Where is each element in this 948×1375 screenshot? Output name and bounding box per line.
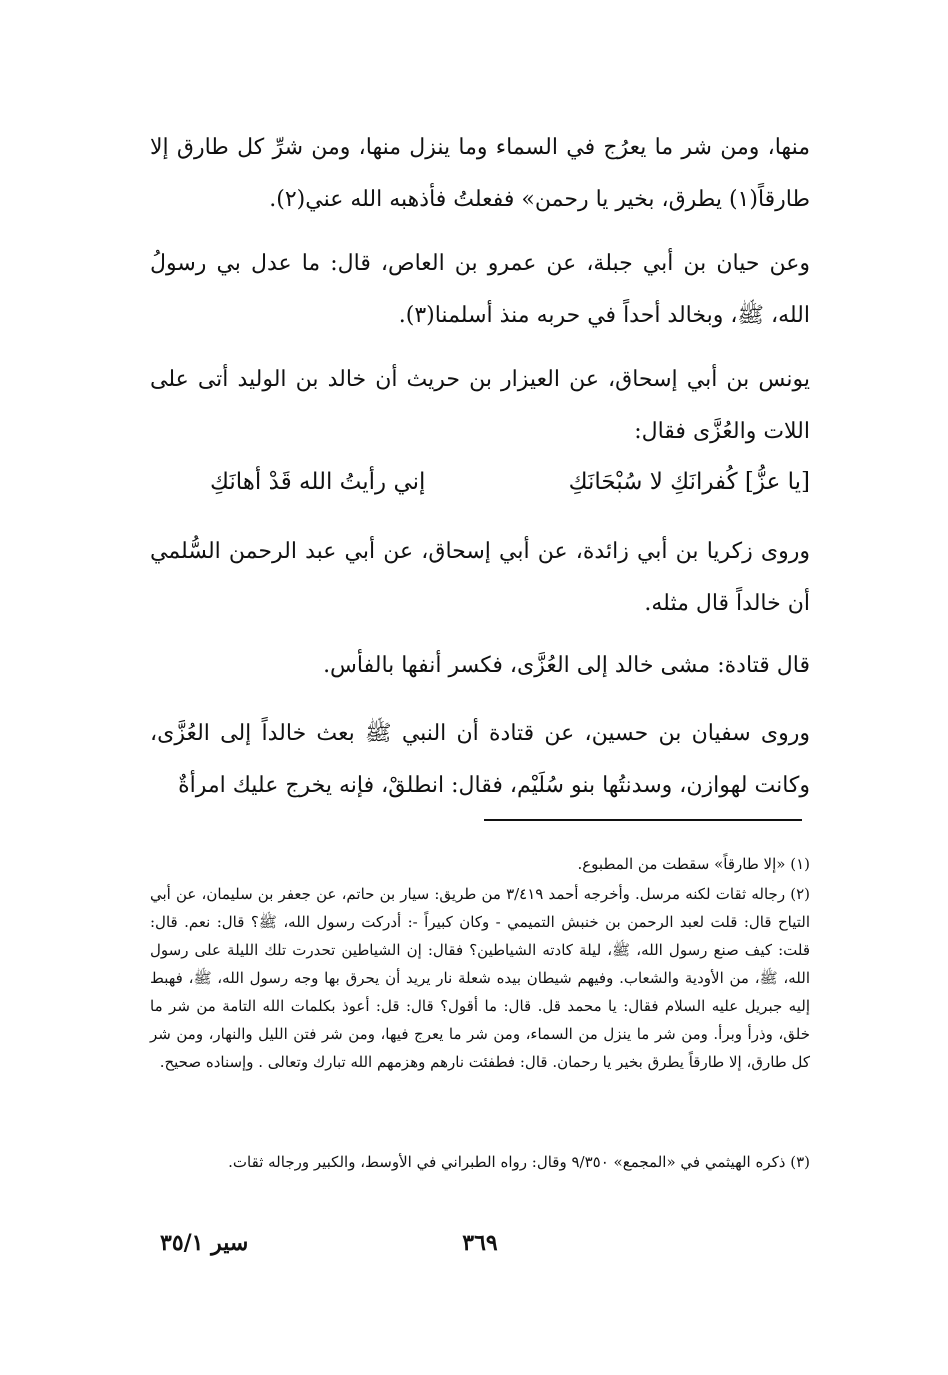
paragraph-6: وروى سفيان بن حسين، عن قتادة أن النبي ﷺ بعث خالداً إلى العُزَّى، وكانت لهوازن، وسدنتُها بنو سُلَيْم، فقال: انطلقْ، فإنه يخرج عليك امرأةٌ <box>150 721 810 798</box>
paragraph-3: يونس بن أبي إسحاق، عن العيزار بن حريث أن خالد بن الوليد أتى على اللات والعُزَّى فقال: <box>150 367 810 444</box>
verse-first-hemistich: [يا عزُّ] كُفرانَكِ لا سُبْحَانَكِ <box>568 469 810 495</box>
paragraph-1: منها، ومن شر ما يعرُج في السماء وما ينزل منها، ومن شرِّ كل طارق إلا طارقاً(١) يطرق، بخير يا رحمن» ففعلتُ فأذهبه الله عني(٢). <box>150 135 810 212</box>
footnote-2: (٢) رجاله ثقات لكنه مرسل. وأخرجه أحمد ٣/٤١٩ من طريق: سيار بن حاتم، عن جعفر بن سليمان، عن أبي التياح قال: قلت لعبد الرحمن بن خنبش التميمي - وكان كبيراً -: أدركت رسول الله، ﷺ؟ قال: نعم. قال: قلت: كيف صنع رسول الله، ﷺ، ليلة كادته الشياطين؟ فقال: إن الشياطين تحدرت تلك الليلة على رسول الله، ﷺ، من الأودية والشعاب. وفيهم شيطان بيده شعلة نار يريد أن يحرق بها وجه رسول الله، ﷺ، فهبط إليه جبريل عليه السلام فقال: يا محمد قل. قال: ما أقول؟ قال: قل: أعوذ بكلمات الله التامة من شر ما خلق، وذرأ وبرأ. ومن شر ما ينزل من السماء، ومن شر ما يعرج فيها، ومن شر فتن الليل والنهار، ومن شر كل طارق، إلا طارقاً يطرق بخير يا رحمان. قال: فطفئت نارهم وهزمهم الله تبارك وتعالى . وإسناده صحيح. <box>150 885 810 1071</box>
verse-second-hemistich: إني رأيتُ الله قَدْ أهانَكِ <box>210 469 426 495</box>
paragraph-5: قال قتادة: مشى خالد إلى العُزَّى، فكسر أنفها بالفأس. <box>323 653 810 678</box>
paragraph-2: وعن حيان بن أبي جبلة، عن عمرو بن العاص، قال: ما عدل بي رسولُ الله، ﷺ، وبخالد أحداً في حربه منذ أسلمنا(٣). <box>150 251 810 328</box>
footnote-separator <box>484 819 802 821</box>
page-number: ٣٦٩ <box>462 1230 498 1256</box>
footnote-3: (٣) ذكره الهيثمي في «المجمع» ٩/٣٥٠ وقال: رواه الطبراني في الأوسط، والكبير ورجاله ثقات. <box>228 1153 810 1171</box>
poetry-verse <box>150 462 810 502</box>
footnote-1: (١) «إلا طارقاً» سقطت من المطبوع. <box>577 855 810 873</box>
signature-mark: سير ٣٥/١ <box>160 1230 249 1256</box>
paragraph-4: وروى زكريا بن أبي زائدة، عن أبي إسحاق، عن أبي عبد الرحمن السُّلمي أن خالداً قال مثله. <box>150 539 810 616</box>
